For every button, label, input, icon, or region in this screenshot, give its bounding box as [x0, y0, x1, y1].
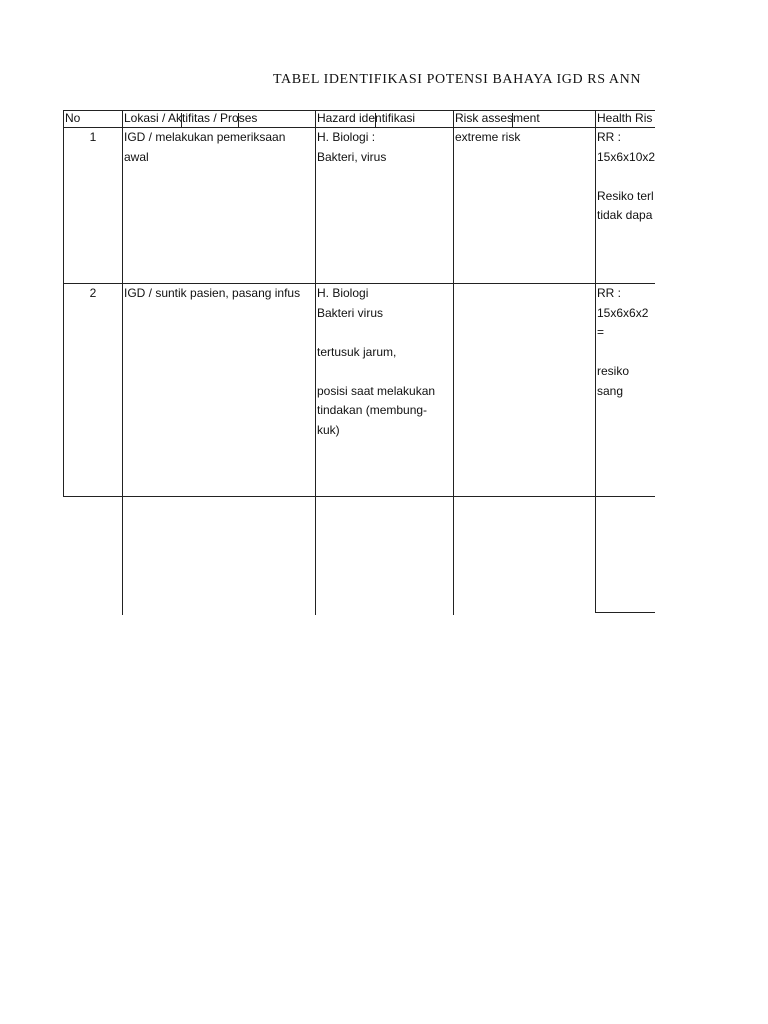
row2-health: RR : 15x6x6x2 = resiko sang: [597, 286, 649, 398]
table-line-col-lokasi: [122, 110, 123, 615]
header-health: Health Ris: [597, 111, 653, 125]
row2-lokasi: IGD / suntik pasien, pasang infus: [124, 286, 301, 300]
table-line-health-bottom: [595, 612, 655, 613]
row2-hazard: H. Biologi Bakteri virus tertusuk jarum, posisi saat melakukan tindakan (membung- kuk): [317, 286, 436, 437]
header-hazard: Hazard identifikasi: [317, 111, 416, 125]
row1-lokasi: IGD / melakukan pemeriksaan awal: [124, 130, 286, 164]
header-lokasi: Lokasi / Aktifitas / Proses: [124, 111, 258, 125]
hazard-table: [63, 110, 655, 615]
table-line-row2-bottom: [63, 496, 655, 497]
page-title: TABEL IDENTIFIKASI POTENSI BAHAYA IGD RS ANN: [273, 72, 642, 87]
header-no: No: [65, 111, 81, 125]
row1-risk: extreme risk: [455, 130, 521, 144]
table-line-col-risk: [453, 110, 454, 615]
header-risk: Risk assesment: [455, 111, 540, 125]
table-line-col-hazard: [315, 110, 316, 615]
row1-health: RR : 15x6x10x2 Resiko terl tidak dapa: [597, 130, 655, 222]
row1-hazard: H. Biologi : Bakteri, virus: [317, 130, 387, 164]
table-line-col-health: [595, 110, 596, 613]
row2-no: 2: [89, 286, 97, 300]
row1-no: 1: [89, 130, 97, 144]
table-line-left: [63, 110, 64, 497]
